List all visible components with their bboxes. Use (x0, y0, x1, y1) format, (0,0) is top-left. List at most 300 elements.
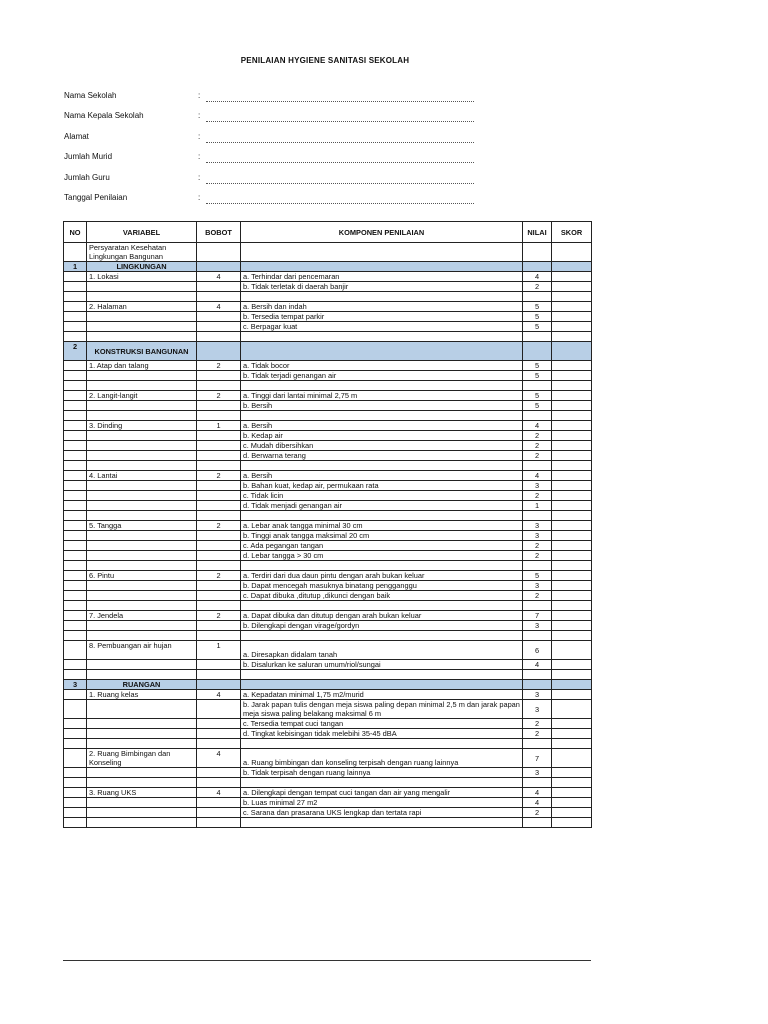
skor-input[interactable] (552, 591, 592, 601)
info-input-line[interactable] (206, 203, 474, 204)
section-name: LINGKUNGAN (87, 262, 197, 272)
bobot-value: 2 (197, 391, 241, 401)
cell-nilai (523, 818, 552, 828)
variabel-name: 8. Pembuangan air hujan (87, 641, 197, 660)
cell-bobot (197, 581, 241, 591)
skor-input[interactable] (552, 431, 592, 441)
info-colon: : (198, 172, 201, 182)
skor-input[interactable] (552, 749, 592, 768)
cell-bobot (197, 292, 241, 302)
table-row (64, 641, 592, 660)
skor-input[interactable] (552, 531, 592, 541)
skor-input[interactable] (552, 481, 592, 491)
info-row-tanggal-penilaian (64, 190, 484, 210)
page-title: PENILAIAN HYGIENE SANITASI SEKOLAH (240, 56, 410, 65)
cell-no (64, 292, 87, 302)
cell-no (64, 778, 87, 788)
cell-nilai (523, 680, 552, 690)
cell-bobot (197, 282, 241, 292)
nilai-value: 3 (523, 768, 552, 778)
cell-no (64, 788, 87, 798)
info-input-line[interactable] (206, 121, 474, 122)
table-row-spacer (64, 461, 592, 471)
skor-input[interactable] (552, 621, 592, 631)
cell-bobot (197, 818, 241, 828)
cell-nilai (523, 342, 552, 361)
table-row (64, 660, 592, 670)
skor-input[interactable] (552, 401, 592, 411)
nilai-value: 2 (523, 431, 552, 441)
skor-input[interactable] (552, 282, 592, 292)
section-header-row (64, 342, 592, 361)
info-row-jumlah-guru (64, 170, 484, 190)
table-row (64, 798, 592, 808)
table-row (64, 322, 592, 332)
skor-input[interactable] (552, 660, 592, 670)
info-label: Tanggal Penilaian (64, 192, 128, 202)
skor-input[interactable] (552, 641, 592, 660)
cell-bobot (197, 501, 241, 511)
cell-variabel (87, 282, 197, 292)
table-row-spacer (64, 670, 592, 680)
cell-skor[interactable] (552, 631, 592, 641)
cell-variabel (87, 451, 197, 461)
table-row (64, 621, 592, 631)
skor-input[interactable] (552, 361, 592, 371)
nilai-value: 2 (523, 729, 552, 739)
table-row-spacer (64, 818, 592, 828)
cell-skor[interactable] (552, 411, 592, 421)
cell-komponen (241, 670, 523, 680)
cell-no (64, 401, 87, 411)
nilai-value: 5 (523, 361, 552, 371)
nilai-value: 2 (523, 719, 552, 729)
cell-komponen (241, 631, 523, 641)
cell-no (64, 421, 87, 431)
cell-variabel (87, 729, 197, 739)
info-input-line[interactable] (206, 162, 474, 163)
bobot-value: 2 (197, 611, 241, 621)
table-row (64, 481, 592, 491)
cell-no (64, 312, 87, 322)
cell-no (64, 461, 87, 471)
skor-input[interactable] (552, 788, 592, 798)
komponen-text: c. Ada pegangan tangan (241, 541, 523, 551)
skor-input[interactable] (552, 471, 592, 481)
skor-input[interactable] (552, 441, 592, 451)
info-label: Jumlah Guru (64, 172, 110, 182)
info-input-line[interactable] (206, 142, 474, 143)
variabel-name: 2. Langit-langit (87, 391, 197, 401)
table-row-spacer (64, 739, 592, 749)
cell-variabel (87, 621, 197, 631)
komponen-text: d. Berwarna terang (241, 451, 523, 461)
skor-input[interactable] (552, 302, 592, 312)
cell-no (64, 719, 87, 729)
variabel-name: 1. Ruang kelas (87, 690, 197, 700)
cell-variabel (87, 501, 197, 511)
cell-skor[interactable] (552, 292, 592, 302)
cell-bobot (197, 411, 241, 421)
table-row-spacer (64, 332, 592, 342)
nilai-value: 7 (523, 749, 552, 768)
table-row (64, 272, 592, 282)
table-row (64, 471, 592, 481)
bobot-value: 2 (197, 521, 241, 531)
nilai-value: 6 (523, 641, 552, 660)
cell-no (64, 571, 87, 581)
cell-bobot (197, 451, 241, 461)
cell-skor[interactable] (552, 381, 592, 391)
cell-no (64, 551, 87, 561)
skor-input[interactable] (552, 729, 592, 739)
komponen-text: b. Tidak terpisah dengan ruang lainnya (241, 768, 523, 778)
skor-input[interactable] (552, 421, 592, 431)
cell-variabel (87, 461, 197, 471)
cell-no (64, 481, 87, 491)
header-skor: SKOR (552, 222, 592, 243)
skor-input[interactable] (552, 272, 592, 282)
skor-input[interactable] (552, 501, 592, 511)
komponen-text: a. Bersih (241, 421, 523, 431)
komponen-text: b. Tidak terletak di daerah banjir (241, 282, 523, 292)
table-row (64, 521, 592, 531)
skor-input[interactable] (552, 690, 592, 700)
table-row (64, 401, 592, 411)
cell-variabel (87, 292, 197, 302)
cell-nilai (523, 511, 552, 521)
cell-variabel (87, 601, 197, 611)
komponen-text: a. Tinggi dari lantai minimal 2,75 m (241, 391, 523, 401)
info-label: Jumlah Murid (64, 152, 113, 162)
cell-skor[interactable] (552, 461, 592, 471)
info-colon: : (198, 111, 201, 121)
skor-input[interactable] (552, 571, 592, 581)
skor-input[interactable] (552, 581, 592, 591)
komponen-text: a. Kepadatan minimal 1,75 m2/murid (241, 690, 523, 700)
komponen-text: a. Tidak bocor (241, 361, 523, 371)
nilai-value: 5 (523, 371, 552, 381)
nilai-value: 4 (523, 788, 552, 798)
skor-input[interactable] (552, 611, 592, 621)
table-row-spacer (64, 601, 592, 611)
section-number: 1 (64, 262, 87, 272)
skor-input[interactable] (552, 719, 592, 729)
section-name: KONSTRUKSI BANGUNAN (87, 342, 197, 361)
variabel-name: 3. Ruang UKS (87, 788, 197, 798)
cell-skor[interactable] (552, 243, 592, 262)
cell-bobot (197, 431, 241, 441)
skor-input[interactable] (552, 312, 592, 322)
cell-variabel (87, 670, 197, 680)
cell-skor[interactable] (552, 511, 592, 521)
komponen-text: c. Tersedia tempat cuci tangan (241, 719, 523, 729)
cell-variabel (87, 322, 197, 332)
komponen-text: d. Lebar tangga > 30 cm (241, 551, 523, 561)
komponen-text: a. Terhindar dari pencemaran (241, 272, 523, 282)
table-row (64, 768, 592, 778)
komponen-text: b. Jarak papan tulis dengan meja siswa paling depan minimal 2,5 m dan jarak papan meja siswa paling belakang maksimal 6 m (241, 700, 523, 719)
komponen-text: d. Tidak menjadi genangan air (241, 501, 523, 511)
info-colon: : (198, 91, 201, 100)
cell-nilai (523, 411, 552, 421)
cell-komponen (241, 262, 523, 272)
cell-komponen (241, 778, 523, 788)
nilai-value: 3 (523, 621, 552, 631)
nilai-value: 2 (523, 282, 552, 292)
nilai-value: 3 (523, 481, 552, 491)
cell-komponen (241, 292, 523, 302)
table-row (64, 541, 592, 551)
cell-bobot (197, 461, 241, 471)
cell-skor[interactable] (552, 670, 592, 680)
skor-input[interactable] (552, 541, 592, 551)
cell-variabel (87, 808, 197, 818)
info-input-line[interactable] (206, 183, 474, 184)
nilai-value: 2 (523, 441, 552, 451)
cell-no (64, 451, 87, 461)
cell-skor[interactable] (552, 739, 592, 749)
cell-no (64, 631, 87, 641)
cell-nilai (523, 601, 552, 611)
cell-variabel (87, 511, 197, 521)
cell-nilai (523, 631, 552, 641)
info-label: Nama Kepala Sekolah (64, 111, 144, 121)
cell-komponen (241, 461, 523, 471)
cell-skor[interactable] (552, 332, 592, 342)
table-row (64, 611, 592, 621)
skor-input[interactable] (552, 551, 592, 561)
nilai-value: 1 (523, 501, 552, 511)
info-colon: : (198, 131, 201, 141)
table-row (64, 451, 592, 461)
cell-no (64, 641, 87, 660)
bobot-value: 1 (197, 421, 241, 431)
cell-no (64, 768, 87, 778)
table-row-spacer (64, 631, 592, 641)
skor-input[interactable] (552, 808, 592, 818)
cell-variabel (87, 431, 197, 441)
cell-nilai (523, 243, 552, 262)
info-label: Nama Sekolah (64, 91, 117, 100)
cell-bobot (197, 778, 241, 788)
cell-komponen (241, 511, 523, 521)
cell-bobot (197, 621, 241, 631)
cell-komponen (241, 680, 523, 690)
cell-komponen (241, 561, 523, 571)
bobot-value: 4 (197, 749, 241, 768)
cell-bobot (197, 660, 241, 670)
cell-no (64, 272, 87, 282)
cell-variabel (87, 631, 197, 641)
cell-variabel (87, 541, 197, 551)
cell-variabel (87, 700, 197, 719)
cell-bobot (197, 739, 241, 749)
komponen-text: c. Tidak licin (241, 491, 523, 501)
komponen-text: c. Dapat dibuka ,ditutup ,dikunci dengan baik (241, 591, 523, 601)
table-row (64, 491, 592, 501)
nilai-value: 5 (523, 302, 552, 312)
komponen-text: a. Dilengkapi dengan tempat cuci tangan dan air yang mengalir (241, 788, 523, 798)
cell-bobot (197, 591, 241, 601)
komponen-text: b. Kedap air (241, 431, 523, 441)
nilai-value: 5 (523, 391, 552, 401)
cell-no (64, 302, 87, 312)
info-colon: : (198, 192, 201, 202)
footer-divider (63, 960, 591, 961)
cell-komponen (241, 381, 523, 391)
bobot-value: 2 (197, 361, 241, 371)
nilai-value: 3 (523, 690, 552, 700)
table-header-row (64, 222, 592, 243)
table-body (64, 243, 592, 828)
cell-no (64, 391, 87, 401)
cell-no (64, 729, 87, 739)
table-row (64, 700, 592, 719)
header-komponen: KOMPONEN PENILAIAN (241, 222, 523, 243)
skor-input[interactable] (552, 798, 592, 808)
nilai-value: 4 (523, 798, 552, 808)
cell-no (64, 381, 87, 391)
cell-variabel (87, 798, 197, 808)
komponen-text: b. Dapat mencegah masuknya binatang pengganggu (241, 581, 523, 591)
cell-variabel (87, 411, 197, 421)
komponen-text: b. Bersih (241, 401, 523, 411)
table-row (64, 431, 592, 441)
table-row (64, 788, 592, 798)
bobot-value: 2 (197, 571, 241, 581)
section-number: 3 (64, 680, 87, 690)
nilai-value: 2 (523, 491, 552, 501)
cell-skor[interactable] (552, 778, 592, 788)
cell-variabel (87, 739, 197, 749)
cell-no (64, 521, 87, 531)
cell-no (64, 670, 87, 680)
cell-no (64, 411, 87, 421)
skor-input[interactable] (552, 391, 592, 401)
table-row (64, 749, 592, 768)
cell-komponen (241, 332, 523, 342)
cell-bobot (197, 541, 241, 551)
komponen-text: b. Disalurkan ke saluran umum/riol/sungai (241, 660, 523, 670)
cell-no (64, 621, 87, 631)
skor-input[interactable] (552, 371, 592, 381)
komponen-text: a. Lebar anak tangga minimal 30 cm (241, 521, 523, 531)
komponen-text: b. Tidak terjadi genangan air (241, 371, 523, 381)
info-row-jumlah-murid (64, 149, 484, 169)
komponen-text: c. Berpagar kuat (241, 322, 523, 332)
cell-bobot (197, 700, 241, 719)
cell-komponen (241, 243, 523, 262)
cell-nilai (523, 332, 552, 342)
skor-input[interactable] (552, 700, 592, 719)
cell-skor[interactable] (552, 561, 592, 571)
table-row (64, 282, 592, 292)
variabel-name: 2. Ruang Bimbingan dan Konseling (87, 749, 197, 768)
cell-variabel (87, 491, 197, 501)
bobot-value: 4 (197, 690, 241, 700)
cell-skor (552, 680, 592, 690)
info-row-kepala-sekolah (64, 108, 484, 128)
info-input-line[interactable] (206, 101, 474, 102)
bobot-value: 2 (197, 471, 241, 481)
skor-input[interactable] (552, 521, 592, 531)
nilai-value: 4 (523, 421, 552, 431)
cell-no (64, 361, 87, 371)
komponen-text: a. Bersih dan indah (241, 302, 523, 312)
nilai-value: 4 (523, 660, 552, 670)
komponen-text: a. Bersih (241, 471, 523, 481)
bobot-value: 4 (197, 272, 241, 282)
cell-variabel (87, 768, 197, 778)
header-variabel: VARIABEL (87, 222, 197, 243)
nilai-value: 3 (523, 521, 552, 531)
table-row-spacer (64, 561, 592, 571)
cell-skor[interactable] (552, 818, 592, 828)
intro-variabel: Persyaratan Kesehatan Lingkungan Bangunan (87, 243, 197, 262)
komponen-text: a. Ruang bimbingan dan konseling terpisah dengan ruang lainnya (241, 749, 523, 768)
cell-bobot (197, 798, 241, 808)
table-row-spacer (64, 292, 592, 302)
variabel-name: 1. Atap dan talang (87, 361, 197, 371)
cell-nilai (523, 778, 552, 788)
table-row (64, 391, 592, 401)
cell-nilai (523, 739, 552, 749)
cell-komponen (241, 818, 523, 828)
info-row-alamat (64, 129, 484, 149)
cell-variabel (87, 591, 197, 601)
table-row (64, 312, 592, 322)
table-row (64, 421, 592, 431)
cell-variabel (87, 381, 197, 391)
skor-input[interactable] (552, 491, 592, 501)
nilai-value: 5 (523, 571, 552, 581)
info-row-nama-sekolah (64, 88, 484, 108)
cell-nilai (523, 561, 552, 571)
cell-variabel (87, 531, 197, 541)
cell-skor[interactable] (552, 601, 592, 611)
school-info-form (64, 88, 484, 210)
info-colon: : (198, 152, 201, 162)
table-row-spacer (64, 511, 592, 521)
cell-bobot (197, 481, 241, 491)
cell-variabel (87, 371, 197, 381)
cell-bobot (197, 322, 241, 332)
variabel-name: 2. Halaman (87, 302, 197, 312)
nilai-value: 2 (523, 808, 552, 818)
variabel-name: 5. Tangga (87, 521, 197, 531)
cell-komponen (241, 601, 523, 611)
table-row (64, 302, 592, 312)
table-row (64, 441, 592, 451)
cell-no (64, 282, 87, 292)
cell-no (64, 541, 87, 551)
cell-komponen (241, 342, 523, 361)
skor-input[interactable] (552, 768, 592, 778)
cell-variabel (87, 441, 197, 451)
bobot-value: 1 (197, 641, 241, 660)
cell-variabel (87, 481, 197, 491)
cell-bobot (197, 551, 241, 561)
cell-no (64, 611, 87, 621)
skor-input[interactable] (552, 451, 592, 461)
cell-nilai (523, 670, 552, 680)
cell-no (64, 511, 87, 521)
variabel-name: 6. Pintu (87, 571, 197, 581)
skor-input[interactable] (552, 322, 592, 332)
nilai-value: 3 (523, 700, 552, 719)
cell-variabel (87, 660, 197, 670)
